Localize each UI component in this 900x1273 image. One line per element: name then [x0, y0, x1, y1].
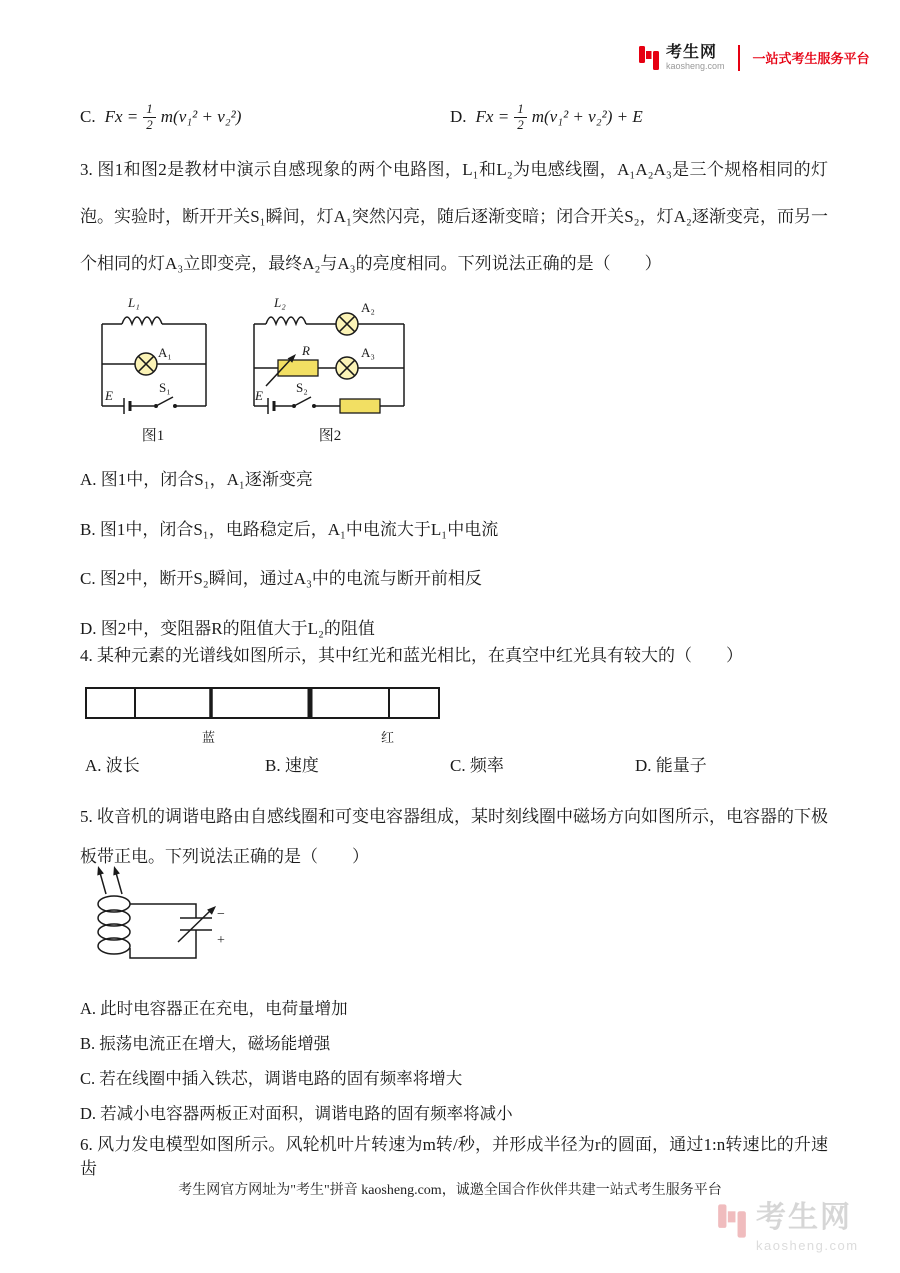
label-R: R [302, 343, 310, 358]
brand-slogan: 一站式考生服务平台 [752, 51, 870, 67]
question-5-option-a: A. 此时电容器正在充电，电荷量增加 [80, 999, 348, 1018]
label-A2: A₂ [361, 300, 375, 315]
brand-name: 考生网 [666, 44, 718, 61]
question-4-stem: 4. 某种元素的光谱线如图所示，其中红光和蓝光相比，在真空中红光具有较大的（ ） [80, 646, 743, 665]
question-4-options [85, 751, 825, 775]
options-c-d-row [80, 102, 850, 144]
question-4-option-b: B. 速度 [265, 756, 319, 775]
site-header-brand [638, 44, 870, 71]
option-d-formula [450, 102, 643, 133]
question-3-figures [88, 294, 416, 445]
question-3-options [80, 455, 498, 653]
label-L1: L₁ [128, 295, 140, 310]
spectrum-box [86, 688, 439, 718]
capacitor-plus-sign: + [217, 933, 225, 948]
brand-divider [738, 45, 740, 71]
page-footer: 考生网官方网址为"考生"拼音 kaosheng.com，诚邀全国合作伙伴共建一站式考生服务平台 [178, 1183, 722, 1198]
switch-blade-S2 [294, 397, 311, 406]
formula-c-fraction [143, 102, 156, 133]
formula-d-rhs: m(v₁² + v₂²) + E [531, 107, 643, 127]
label-S2: S₂ [296, 380, 308, 395]
fraction-denominator: 2 [143, 117, 156, 133]
label-E: E [105, 388, 113, 403]
field-arrowhead [113, 866, 120, 876]
figure-2-circuit-svg [244, 294, 416, 418]
wire [130, 904, 196, 918]
question-3-stem: 3. 图1和图2是教材中演示自感现象的两个电路图，L₁和L₂为电感线圈，A₁A₂A₃是三个规格相同的灯泡。实验时，断开开关S₁瞬间，灯A₁突然闪亮，随后逐渐变暗；闭合开关S₂，灯A₂逐渐变亮，而另一个相同的灯A₃立即变亮，最终A₂与A₃的亮度相同。下列说法正确的是（ ） [80, 160, 828, 273]
question-4-spectrum-figure [85, 687, 441, 752]
brand-text-block [666, 44, 725, 71]
figure-1-circuit-svg [88, 294, 218, 418]
option-d-label: D. [450, 107, 467, 127]
label-blue: 蓝 [202, 730, 216, 745]
question-5-option-b: B. 振荡电流正在增大，磁场能增强 [80, 1034, 331, 1053]
field-arrowhead [97, 866, 104, 876]
label-S1: S₁ [159, 380, 171, 395]
label-L2: L₂ [274, 295, 286, 310]
label-A3: A₃ [361, 345, 375, 360]
capacitor-minus-sign: − [217, 907, 225, 922]
label-E: E [255, 388, 263, 403]
watermark-brand-icon [716, 1203, 748, 1239]
question-6-stem: 6. 风力发电模型如图所示。风轮机叶片转速为m转/秒，并形成半径为r的圆面，通过1:n转速比的升速齿 [80, 1135, 828, 1178]
figure-2-circuit [244, 294, 416, 445]
question-5-option-d: D. 若减小电容器两板正对面积，调谐电路的固有频率将减小 [80, 1104, 513, 1123]
watermark [716, 1203, 859, 1253]
resistor [340, 399, 380, 413]
question-5-options [80, 991, 513, 1131]
inductor-coil-L2 [266, 317, 306, 324]
question-3-option-c: C. 图2中，断开S₂瞬间，通过A₃中的电流与断开前相反 [80, 569, 482, 588]
question-4-option-c: C. 频率 [450, 756, 504, 775]
brand-icon [638, 45, 660, 71]
formula-c-rhs: m(v₁² + v₂²) [160, 107, 242, 127]
fraction-numerator: 1 [517, 101, 524, 116]
formula-d-lhs: Fx = [475, 107, 510, 127]
switch-blade-S1 [156, 397, 173, 406]
inductor-coil-L1 [122, 317, 162, 324]
figure-1-caption: 图1 [141, 428, 165, 444]
figure-2-caption: 图2 [318, 428, 342, 444]
figure-1-circuit [88, 294, 218, 445]
question-3-option-d: D. 图2中，变阻器R的阻值大于L₂的阻值 [80, 618, 375, 638]
question-5-option-c: C. 若在线圈中插入铁芯，调谐电路的固有频率将增大 [80, 1069, 463, 1088]
question-4-option-d: D. 能量子 [635, 756, 707, 775]
option-c-label: C. [80, 107, 96, 127]
watermark-text-block [756, 1203, 859, 1253]
label-red: 红 [381, 730, 395, 745]
question-3-option-b: B. 图1中，闭合S₁，电路稳定后，A₁中电流大于L₁中电流 [80, 519, 499, 539]
question-4-option-a: A. 波长 [85, 756, 140, 775]
formula-c-lhs: Fx = [104, 107, 139, 127]
lc-circuit-svg [78, 860, 238, 986]
variable-capacitor-arrow [178, 910, 211, 942]
watermark-domain: kaosheng.com [756, 1238, 859, 1253]
watermark-name: 考生网 [756, 1201, 852, 1234]
spectrum-svg [85, 687, 441, 747]
fraction-denominator: 2 [514, 117, 527, 133]
label-A1: A₁ [158, 345, 172, 360]
fraction-numerator: 1 [146, 101, 153, 116]
question-5-circuit-figure [78, 860, 238, 991]
option-c-formula [80, 102, 241, 133]
brand-domain: kaosheng.com [666, 60, 725, 71]
question-3-option-a: A. 图1中，闭合S₁，A₁逐渐变亮 [80, 470, 313, 489]
question-5-stem: 5. 收音机的调谐电路由自感线圈和可变电容器组成，某时刻线圈中磁场方向如图所示，电容器的下极板带正电。下列说法正确的是（ ） [80, 807, 828, 866]
formula-d-fraction [514, 102, 527, 133]
rheostat-R [278, 360, 318, 376]
